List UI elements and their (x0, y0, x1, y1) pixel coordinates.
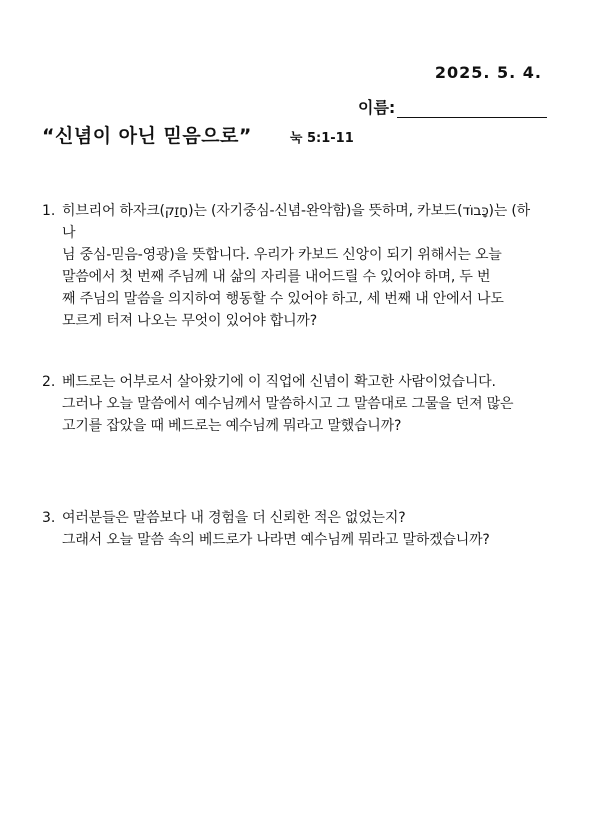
question-1 (42, 200, 532, 332)
question-3 (42, 507, 532, 551)
question-text: 히브리어 하자크(חָזַק)는 (자기중심-신념-완악함)을 뜻하며, 카보드(כָּבוֹד)는 (하나 님 중심-믿음-영광)을 뜻합니다. 우리가 카보드 신앙이 되기 위해서는 오늘 말씀에서 첫 번째 주님께 내 삶의 자리를 내어드릴 수 있어야 하며, 두 번 째 주님의 말씀을 의지하여 행동할 수 있어야 하고, 세 번째 내 안에서 나도 모르게 터져 나오는 무엇이 있어야 합니까? (62, 203, 530, 329)
sermon-title: “신념이 아닌 믿음으로” (42, 125, 252, 147)
question-number: 1. (42, 203, 56, 219)
question-number: 2. (42, 374, 56, 390)
name-blank-line[interactable] (397, 99, 547, 118)
question-text: 베드로는 어부로서 살아왔기에 이 직업에 신념이 확고한 사람이었습니다. 그러나 오늘 말씀에서 예수님께서 말씀하시고 그 말씀대로 그물을 던져 많은 고기를 잡았을 때 베드로는 예수님께 뭐라고 말했습니까? (62, 374, 514, 434)
question-text: 여러분들은 말씀보다 내 경험을 더 신뢰한 적은 없었는지? 그래서 오늘 말씀 속의 베드로가 나라면 예수님께 뭐라고 말하겠습니까? (62, 510, 490, 548)
name-field (358, 95, 547, 118)
name-label: 이름: (358, 98, 396, 117)
scripture-reference: 눅 5:1-11 (289, 131, 354, 146)
question-number: 3. (42, 510, 56, 526)
date: 2025. 5. 4. (434, 63, 542, 82)
question-2 (42, 371, 532, 437)
title-row (42, 121, 354, 148)
